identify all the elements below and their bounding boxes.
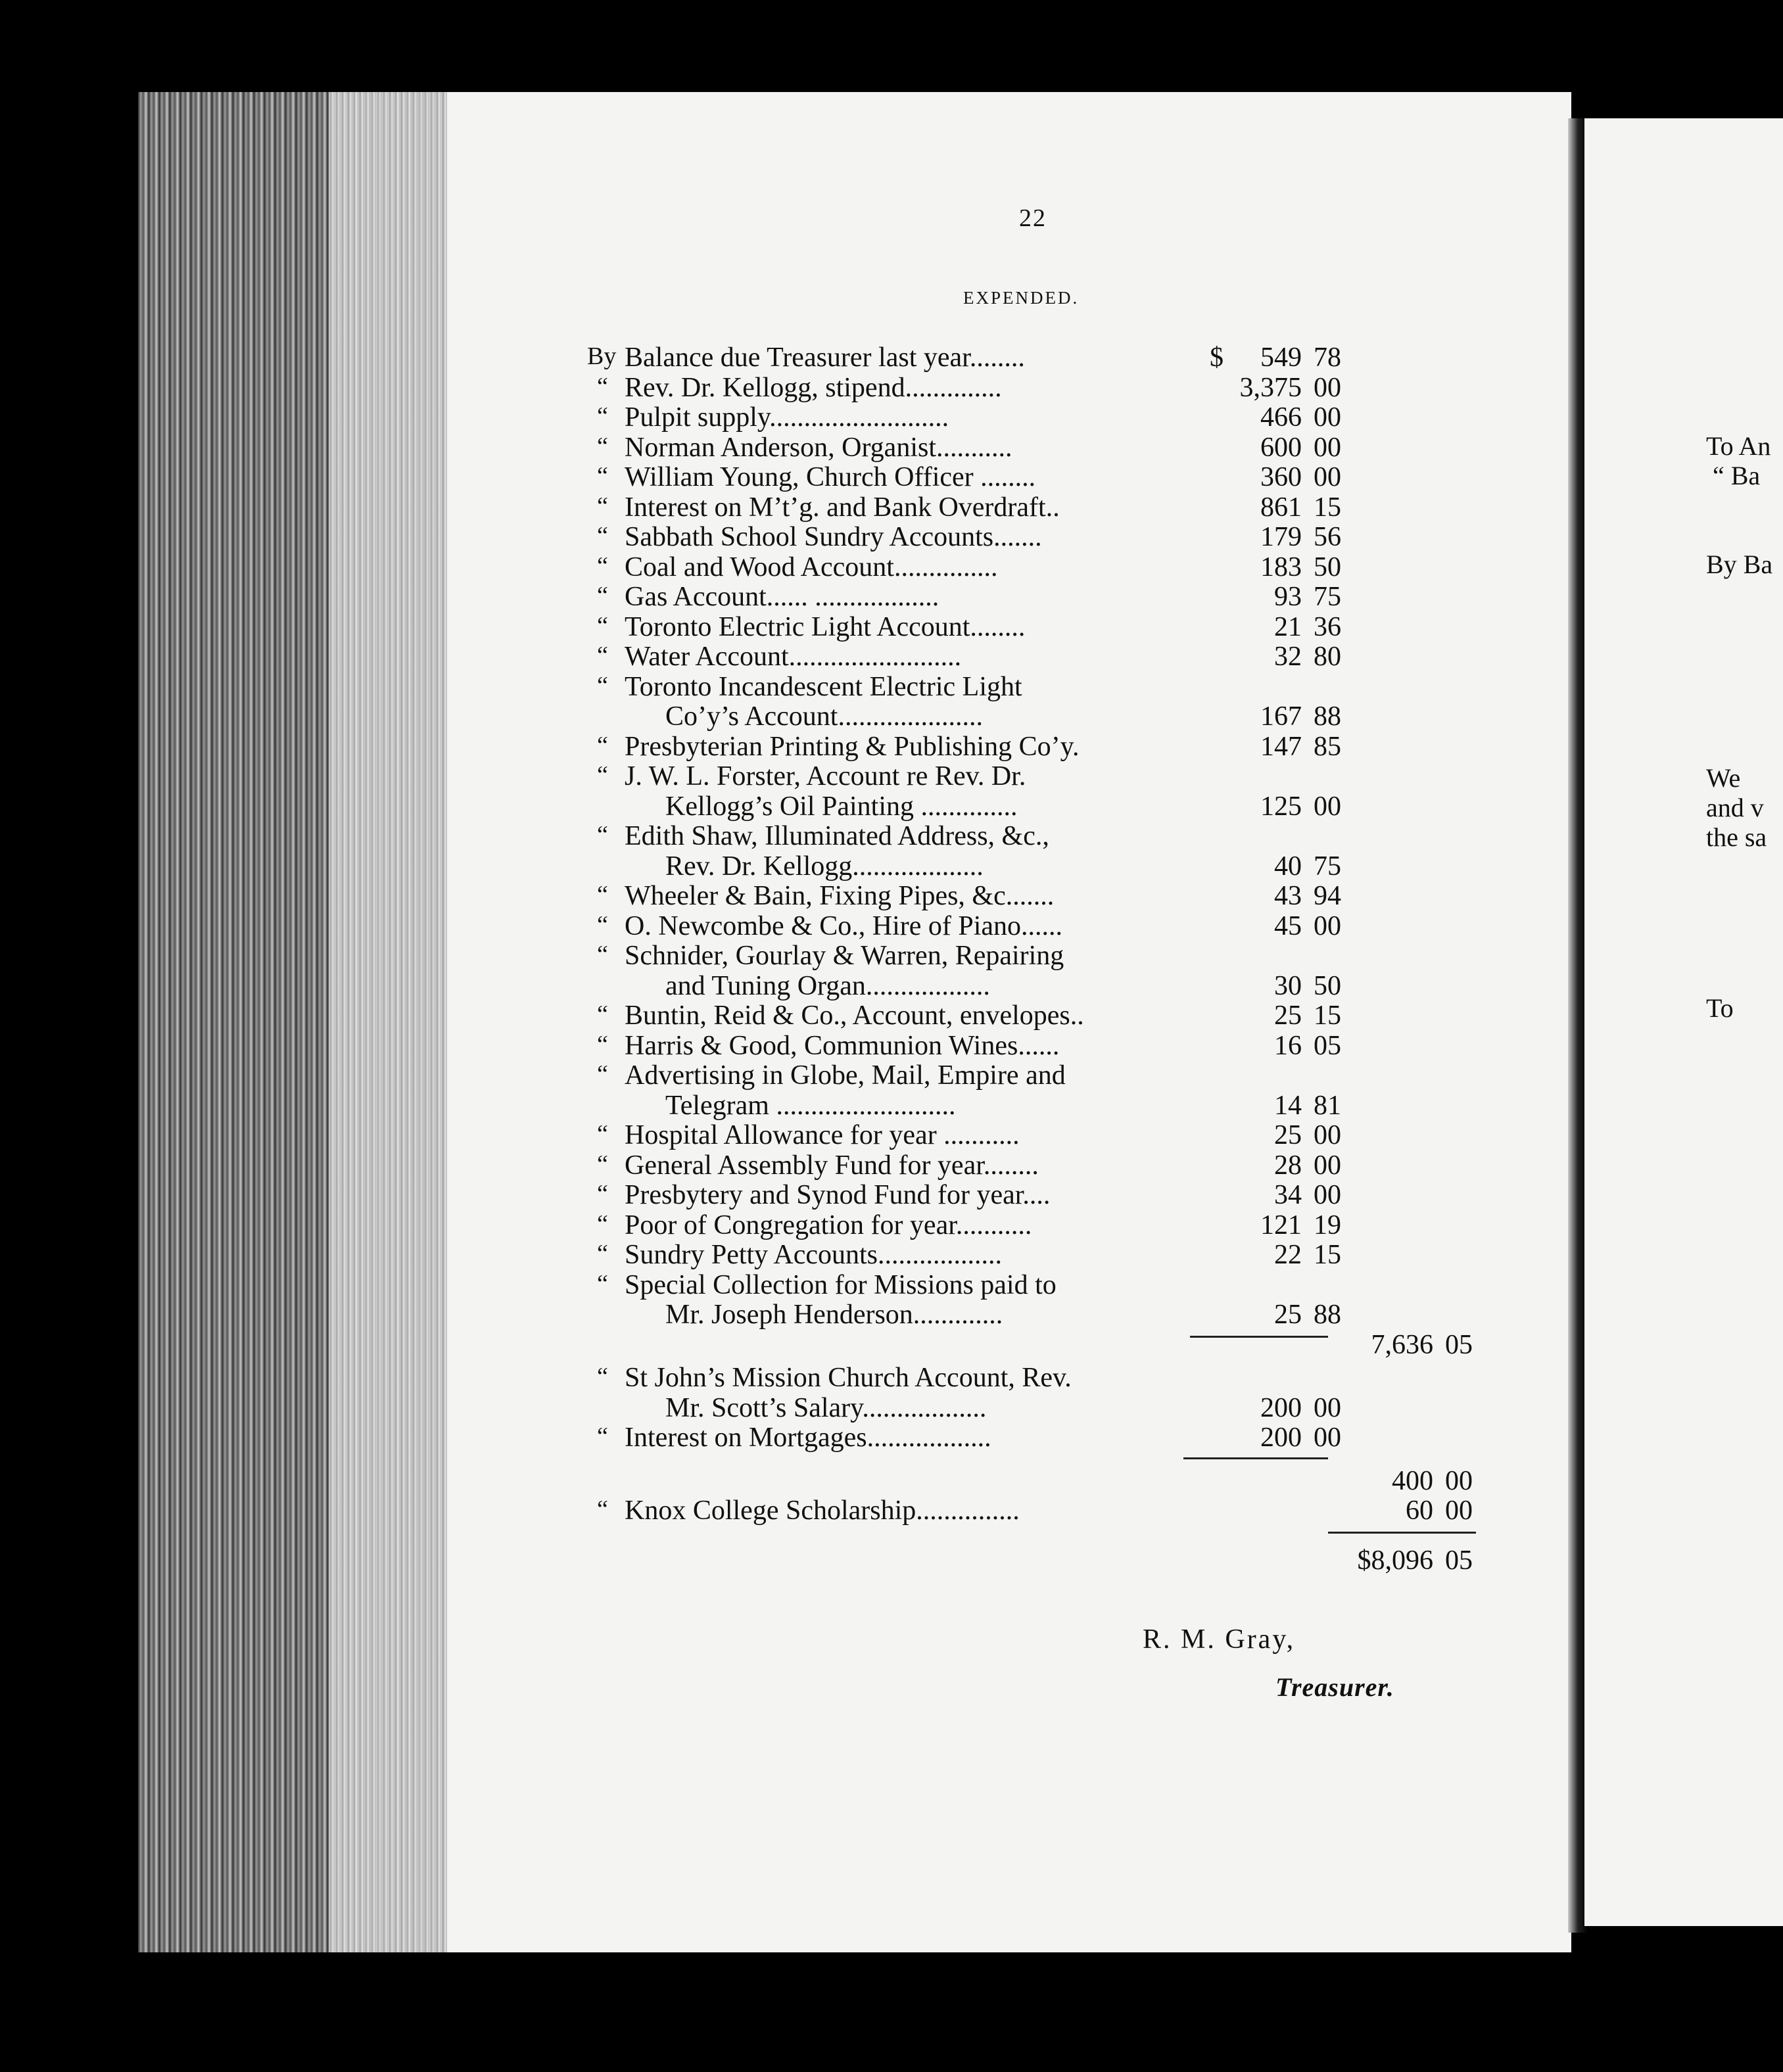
item-dollars: 200 [1260, 1423, 1302, 1453]
item-cents: 78 [1314, 342, 1341, 373]
ditto-mark: “ [597, 1120, 608, 1148]
item-cents: 50 [1314, 970, 1341, 1001]
ditto-mark: “ [597, 492, 608, 520]
item-cents: 80 [1314, 642, 1341, 672]
right-page-fragment: To [1706, 993, 1734, 1023]
item-cents: 00 [1314, 791, 1341, 822]
total-dollars: 60 [1406, 1495, 1433, 1526]
item-label: Advertising in Globe, Mail, Empire and [625, 1060, 1066, 1091]
item-cents: 00 [1314, 910, 1341, 941]
item-dollars: 34 [1274, 1180, 1302, 1210]
ditto-mark: “ [597, 432, 608, 460]
ditto-mark: “ [597, 910, 608, 939]
item-dollars: 14 [1274, 1090, 1302, 1121]
item-cents: 00 [1314, 1150, 1341, 1181]
item-dollars: 360 [1260, 462, 1302, 492]
item-cents: 75 [1314, 582, 1341, 612]
item-cents: 81 [1314, 1090, 1341, 1121]
ditto-mark: “ [597, 1150, 608, 1178]
item-label: Presbyterian Printing & Publishing Co’y. [625, 731, 1080, 762]
item-cents: 00 [1314, 1392, 1341, 1423]
item-label: William Young, Church Officer ........ [625, 462, 1036, 492]
item-label-continued: Telegram .......................... [665, 1090, 956, 1121]
item-label: Gas Account...... .................. [625, 582, 939, 612]
item-cents: 00 [1314, 402, 1341, 433]
item-cents: 56 [1314, 522, 1341, 552]
item-label: Pulpit supply.......................... [625, 402, 949, 433]
ditto-mark: “ [597, 1210, 608, 1238]
ditto-mark: “ [597, 402, 608, 430]
total-dollars: $8,096 [1357, 1545, 1433, 1576]
item-dollars: 183 [1260, 552, 1302, 582]
item-label-continued: Mr. Scott’s Salary.................. [665, 1392, 987, 1423]
item-cents: 15 [1314, 1001, 1341, 1031]
ditto-mark: “ [597, 1240, 608, 1267]
item-cents: 00 [1314, 1180, 1341, 1210]
item-cents: 36 [1314, 611, 1341, 642]
item-label: Hospital Allowance for year ........... [625, 1120, 1020, 1150]
ditto-mark: “ [597, 761, 608, 789]
item-cents: 88 [1314, 1300, 1341, 1330]
ditto-mark: “ [597, 881, 608, 908]
ditto-mark: “ [597, 462, 608, 490]
right-page-fragment: We [1706, 763, 1741, 793]
ditto-mark: “ [597, 611, 608, 640]
right-page-fragment: “ Ba [1713, 461, 1761, 490]
ditto-mark: “ [597, 1363, 608, 1390]
item-dollars: 40 [1274, 851, 1302, 882]
item-dollars: 147 [1260, 731, 1302, 762]
item-dollars: 179 [1260, 522, 1302, 552]
ditto-mark: “ [597, 372, 608, 400]
item-label: Schnider, Gourlay & Warren, Repairing [625, 941, 1064, 971]
ditto-mark: “ [597, 1180, 608, 1208]
item-dollars: 167 [1260, 701, 1302, 732]
item-dollars: 600 [1260, 432, 1302, 463]
item-label: Toronto Incandescent Electric Light [625, 671, 1022, 702]
ditto-mark: “ [597, 941, 608, 968]
item-dollars: 28 [1274, 1150, 1302, 1181]
ditto-mark: “ [597, 731, 608, 759]
item-cents: 85 [1314, 731, 1341, 762]
item-cents: 05 [1314, 1030, 1341, 1061]
right-page-fragment: and v [1706, 793, 1764, 822]
signature-title: Treasurer. [1275, 1672, 1394, 1702]
ditto-mark: “ [597, 1001, 608, 1028]
ditto-mark: “ [597, 582, 608, 609]
page-number: 22 [1019, 204, 1047, 232]
page-edges-light [329, 92, 447, 1952]
total-rule [1328, 1532, 1476, 1534]
item-dollars: 16 [1274, 1030, 1302, 1061]
item-dollars: 549 [1260, 342, 1302, 373]
item-label: Presbytery and Synod Fund for year.... [625, 1180, 1051, 1210]
item-label: Toronto Electric Light Account........ [625, 611, 1026, 642]
item-label: Sabbath School Sundry Accounts....... [625, 522, 1042, 552]
item-dollars: 861 [1260, 492, 1302, 523]
item-dollars: 121 [1260, 1210, 1302, 1240]
item-label: Wheeler & Bain, Fixing Pipes, &c....... [625, 881, 1055, 911]
item-label-continued: and Tuning Organ.................. [665, 970, 990, 1001]
item-dollars: 125 [1260, 791, 1302, 822]
ditto-mark: “ [597, 1423, 608, 1450]
item-dollars: 200 [1260, 1392, 1302, 1423]
item-label: Buntin, Reid & Co., Account, envelopes.. [625, 1001, 1084, 1031]
ditto-mark: “ [597, 821, 608, 849]
item-dollars: 25 [1274, 1120, 1302, 1150]
item-label-continued: Rev. Dr. Kellogg................... [665, 851, 984, 882]
by-prefix: By [587, 342, 617, 370]
item-label: Sundry Petty Accounts.................. [625, 1240, 1002, 1270]
item-label: General Assembly Fund for year........ [625, 1150, 1039, 1181]
item-dollars: 45 [1274, 910, 1302, 941]
item-cents: 15 [1314, 1240, 1341, 1270]
item-dollars: 3,375 [1239, 372, 1302, 403]
item-label: Poor of Congregation for year........... [625, 1210, 1032, 1240]
right-page-fragment: By Ba [1706, 550, 1773, 579]
item-cents: 15 [1314, 492, 1341, 523]
total-cents: 05 [1445, 1329, 1473, 1360]
item-dollars: 21 [1274, 611, 1302, 642]
item-cents: 00 [1314, 432, 1341, 463]
ditto-mark: “ [597, 671, 608, 699]
item-cents: 50 [1314, 552, 1341, 582]
total-rule [1190, 1336, 1328, 1338]
signature-name: R. M. Gray, [1143, 1624, 1296, 1655]
item-label-continued: Kellogg’s Oil Painting .............. [665, 791, 1018, 822]
total-cents: 00 [1445, 1465, 1473, 1496]
ditto-mark: “ [597, 1060, 608, 1088]
item-label: Harris & Good, Communion Wines...... [625, 1030, 1060, 1061]
total-rule [1183, 1457, 1328, 1459]
right-page-fragment: the sa [1706, 822, 1767, 852]
total-dollars: 400 [1392, 1465, 1433, 1496]
item-label: Edith Shaw, Illuminated Address, &c., [625, 821, 1049, 851]
section-heading: EXPENDED. [963, 288, 1080, 308]
item-label: Knox College Scholarship............... [625, 1495, 1020, 1526]
item-label: Interest on M’t’g. and Bank Overdraft.. [625, 492, 1060, 523]
item-cents: 88 [1314, 701, 1341, 732]
right-page-fragment: To An [1706, 431, 1771, 461]
item-label: St John’s Mission Church Account, Rev. [625, 1363, 1072, 1393]
total-cents: 00 [1445, 1495, 1473, 1526]
item-label: O. Newcombe & Co., Hire of Piano...... [625, 910, 1063, 941]
item-label: Norman Anderson, Organist........... [625, 432, 1012, 463]
ditto-mark: “ [597, 552, 608, 580]
ditto-mark: “ [597, 522, 608, 550]
item-cents: 00 [1314, 462, 1341, 492]
item-label: Balance due Treasurer last year........ [625, 342, 1025, 373]
ditto-mark: “ [597, 642, 608, 669]
item-cents: 75 [1314, 851, 1341, 882]
item-label: Water Account......................... [625, 642, 962, 672]
item-cents: 00 [1314, 1423, 1341, 1453]
item-label: Special Collection for Missions paid to [625, 1269, 1057, 1300]
item-dollars: 466 [1260, 402, 1302, 433]
item-dollars: 25 [1274, 1001, 1302, 1031]
ditto-mark: “ [597, 1495, 608, 1523]
item-label: J. W. L. Forster, Account re Rev. Dr. [625, 761, 1026, 791]
item-dollars: 25 [1274, 1300, 1302, 1330]
item-dollars: 93 [1274, 582, 1302, 612]
item-label: Rev. Dr. Kellogg, stipend.............. [625, 372, 1002, 403]
ditto-mark: “ [597, 1030, 608, 1058]
right-page [1584, 118, 1783, 1926]
item-label-continued: Co’y’s Account..................... [665, 701, 983, 732]
item-cents: 00 [1314, 1120, 1341, 1150]
item-dollars: 22 [1274, 1240, 1302, 1270]
item-dollars: 32 [1274, 642, 1302, 672]
item-dollars: 43 [1274, 881, 1302, 911]
item-dollars: 30 [1274, 970, 1302, 1001]
currency-sign: $ [1210, 342, 1224, 373]
item-label: Interest on Mortgages.................. [625, 1423, 991, 1453]
item-label: Coal and Wood Account............... [625, 552, 998, 582]
item-label-continued: Mr. Joseph Henderson............. [665, 1300, 1003, 1330]
item-cents: 94 [1314, 881, 1341, 911]
item-cents: 19 [1314, 1210, 1341, 1240]
total-dollars: 7,636 [1371, 1329, 1433, 1360]
total-cents: 05 [1445, 1545, 1473, 1576]
ditto-mark: “ [597, 1269, 608, 1298]
item-cents: 00 [1314, 372, 1341, 403]
